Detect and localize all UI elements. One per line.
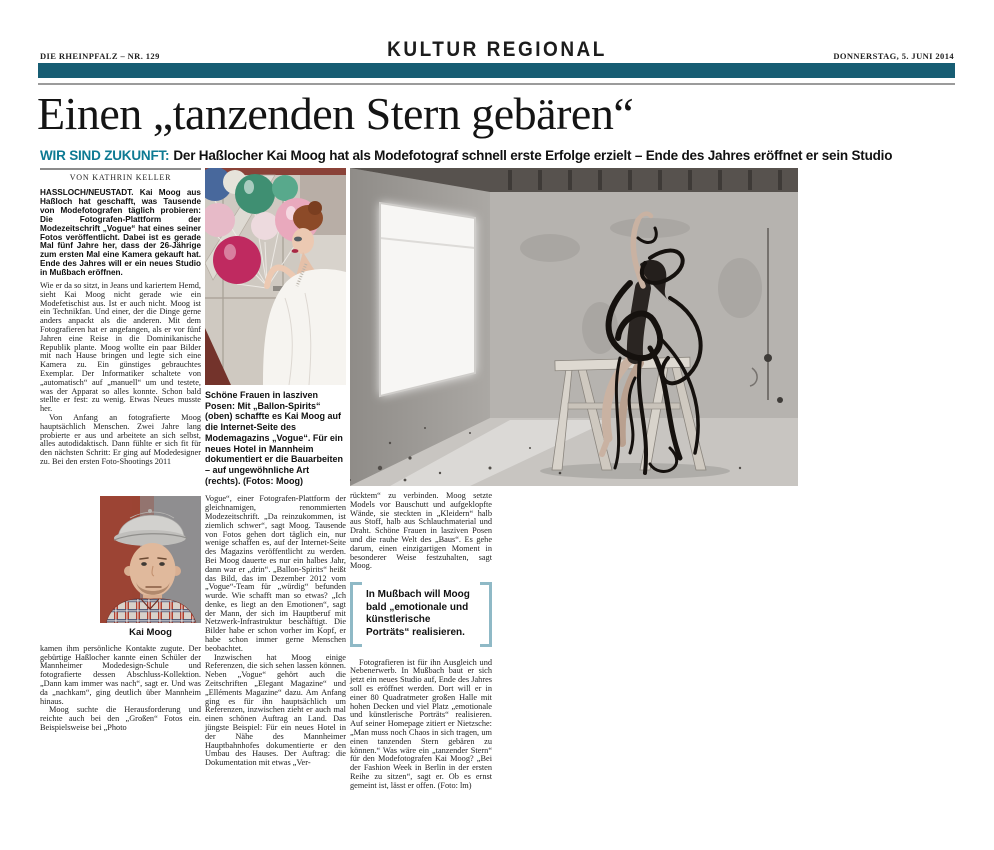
pull-quote — [350, 582, 492, 646]
body-paragraph: Moog suchte die Herausforderung und reichte auch bei den „Großen“ Fotos ein. Beispielsweise bei „Photo — [40, 705, 201, 732]
masthead-section-title: KULTUR REGIONAL — [387, 38, 607, 62]
byline-rule — [40, 168, 201, 170]
article-headline: Einen „tanzenden Stern gebären“ — [37, 88, 634, 139]
photo-caption: Schöne Frauen in lasziven Posen: Mit „Ballon-Spirits“ (oben) schaffte es Kai Moog auf die Internet-Seite des Modemagazins „Vogue“. Für ein neues Hotel in Mannheim dokumentiert er die Bauarbeiten – auf ungewöhnliche Art (rechts). (Fotos: Moog) — [205, 390, 344, 486]
masthead-rule — [38, 83, 955, 85]
quote-bracket-left-icon — [350, 582, 362, 646]
body-paragraph: Fotografieren ist für ihn Ausgleich und Nebenerwerb. In Mußbach baut er sich jetzt ein neues Studio auf, Ende des Jahres soll es eröffnet werden. Dort will er in einer 80 Quadratmeter großen Halle mit hohen Decken und viel Platz „emotionale und künstlerische Porträts“ realisieren. Auf seiner Homepage zitiert er Nietzsche: „Man muss noch Chaos in sich tragen, um einen tanzenden Stern gebären zu können.“ Was wäre ein „tanzender Stern“ für den Modefotografen Kai Moog? „Bei der Fashion Week in Berlin in der ersten Reihe zu sitzen“, sagt er. Ob es ernst gemeint ist, lässt er offen. (Foto: lm) — [350, 657, 492, 790]
body-paragraph: Vogue“, einer Fotografen-Plattform der gleichnamigen, renommierten Modezeitschrift. „Da reinzukommen, ist ziemlich schwer“, sagt Moog. Tausende von Fotos gehen dort täglich ein, nur wenige schaffen es, auf der Internet-Seite des Magazins veröffentlicht zu werden. Bei Moog dauerte es nur ein halbes Jahr, dann war er „drin“. „Ballon-Spirits“ heißt das Bild, das im Dezember 2012 vom „Vogue“-Team für „würdig“ befunden wurde. Wie schafft man so etwas? „Ich denke, es liegt an den Emotionen“, sagt der Mann, der sich im Hauptberuf mit Netzwerk-Infrastruktur beschäftigt. Die Bilder habe er schon vorher im Kopf, er habe schon immer gerne Menschen beobachtet. — [205, 494, 346, 653]
masthead-teal-bar — [38, 63, 955, 78]
kai-moog-portrait-photo — [100, 496, 201, 623]
balloon-spirits-fashion-photo — [205, 168, 346, 385]
body-paragraph: Von Anfang an fotografierte Moog hauptsächlich Menschen. Zwei Jahre lang probierte er aus und arbeitete an sich selbst, alles autodidaktisch. Dann fühlte er sich fit für den nächsten Schritt: Er ging auf Modedesigner zu. Bei den ersten Foto-Shootings 2011 — [40, 413, 201, 466]
portrait-caption: Kai Moog — [129, 626, 172, 638]
lead-paragraph: HASSLOCH/NEUSTADT. Kai Moog aus Haßloch hat geschafft, was Tausende von Modefotografen täglich probieren: Die Fotografen-Plattform der Modezeitschrift „Vogue“ hat eines seiner Fotos veröffentlicht. Dabei ist es gerade Mal fünf Jahre her, dass der 26-Jährige zum ersten Mal eine Kamera gekauft hat. Ende des Jahres will er ein neues Studio in Mußbach eröffnen. — [40, 188, 201, 278]
article-subhead-text: Der Haßlocher Kai Moog hat als Modefotograf schnell erste Erfolge erzielt – Ende des Jahres eröffnet er sein Studio — [173, 148, 893, 163]
article-subhead — [40, 148, 955, 163]
masthead-edition: DIE RHEINPFALZ – NR. 129 — [40, 51, 160, 61]
body-paragraph: Wie er da so sitzt, in Jeans und kariertem Hemd, sieht Kai Moog nicht gerade wie ein Modefetischist aus. Ist er auch nicht. Moog ist ein Technikfan. Und einer, der die Dinge gerne anders anpackt als die anderen. Mit dem Fotografieren hat er angefangen, als er vor fünf Jahren eine Reise in die Dominikanische Republik plante. Moog wollte ein paar Bilder mit nach Hause bringen und legte sich eine Kamera zu. Ein günstiges gebrauchtes Exemplar. Der Informatiker schaltete von „automatisch“ auf „manuell“ um und testete, was der Apparat so alles konnte. Schon bald stellte er fest: zu wenig. Etwas Neues musste her. — [40, 281, 201, 414]
bright-window — [380, 203, 475, 396]
text-column-3 — [350, 492, 492, 791]
body-paragraph: Inzwischen hat Moog einige Referenzen, die sich sehen lassen können. Neben „Vogue“ gehört auch die Zeitschriften „Elegant Magazine“ und „Elléments Magazine“ dazu. Am Anfang ging es für ihn hauptsächlich um Referenzen, inzwischen zieht er auch mal einen schönen Auftrag an Land. Das jüngste Beispiel: Für ein neues Hotel in der Nähe des Mannheimer Hauptbahnhofes dokumentierte er den Umbau des Hauses. Der Auftrag: die Dokumentation mit etwas „Ver- — [205, 652, 346, 768]
text-column-1 — [40, 168, 201, 733]
pull-quote-text: In Mußbach will Moog bald „emotionale und künstlerische Porträts“ realisieren. — [366, 589, 470, 638]
body-paragraph: kamen ihm persönliche Kontakte zugute. Der gebürtige Haßlocher kannte einen Schüler der Mannheimer Modedesign-Schule und fotografierte dessen Abschluss-Kollektion. „Dann kam immer was nach“, sagt er. Und was da „nachkam“, ging deutlich über Mannheim hinaus. — [40, 643, 201, 706]
byline: VON KATHRIN KELLER — [69, 173, 172, 182]
masthead-date: DONNERSTAG, 5. JUNI 2014 — [833, 51, 954, 61]
portrait-photo-block — [100, 496, 201, 638]
article-kicker: WIR SIND ZUKUNFT: — [40, 148, 170, 163]
quote-bracket-right-icon — [480, 582, 492, 646]
text-column-2 — [205, 168, 346, 768]
body-paragraph: rücktem“ zu verbinden. Moog setzte Models vor Bauschutt und aufgeklopfte Wände, sie steckten in „Kleidern“ halb aus Stoff, halb aus Schlauchmaterial und Draht. Schöne Frauen in lasziven Posen und die rauhe Welt des „Baus“. Es gehe darum, einen einzigartigen Moment in besonderer Weise festzuhalten, sagt Moog. — [350, 491, 492, 571]
construction-site-fashion-photo — [350, 168, 798, 486]
